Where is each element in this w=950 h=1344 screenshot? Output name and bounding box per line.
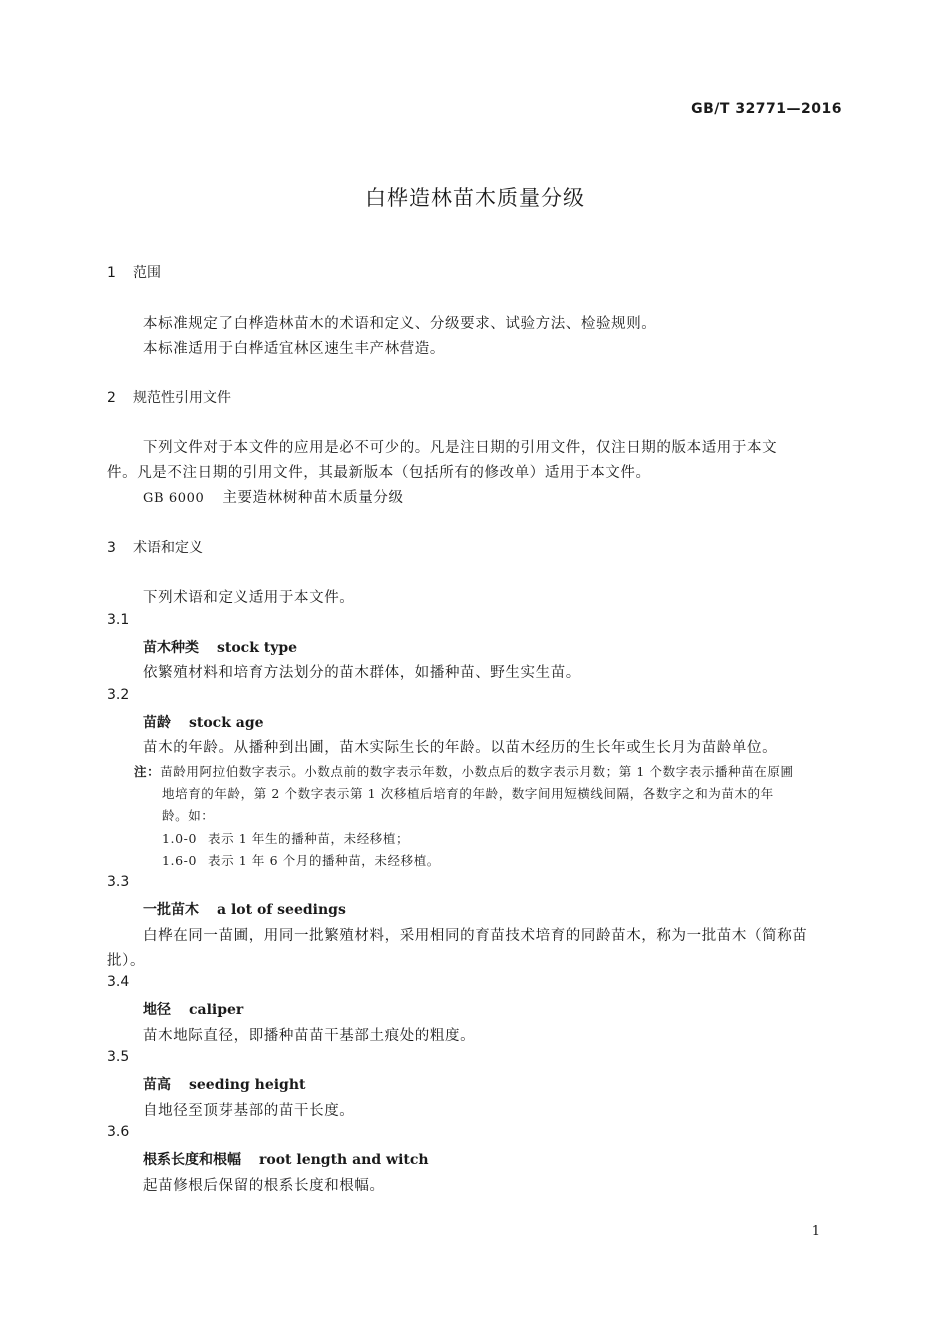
example-text: 表示 1 年生的播种苗，未经移植； (208, 831, 410, 846)
scope-paragraph-1: 本标准规定了白桦造林苗木的术语和定义、分级要求、试验方法、检验规则。 (143, 316, 657, 332)
page-number: 1 (811, 1224, 820, 1239)
term-name (143, 637, 297, 657)
term-definition: 依繁殖材料和培育方法划分的苗木群体，如播种苗、野生实生苗。 (143, 665, 581, 681)
term-name-en: caliper (189, 1002, 244, 1018)
term-name-en: a lot of seedings (217, 902, 346, 918)
term-number: 3.4 (107, 974, 130, 990)
section-title: 范围 (133, 265, 161, 281)
term-definition: 苗木的年龄。从播种到出圃，苗木实际生长的年龄。以苗木经历的生长年或生长月为苗龄单位。 (143, 740, 778, 756)
term-number: 3.1 (107, 612, 130, 628)
refs-paragraph-line-2: 件。凡是不注日期的引用文件，其最新版本（包括所有的修改单）适用于本文件。 (107, 465, 651, 481)
term-definition: 苗木地际直径，即播种苗苗干基部土痕处的粗度。 (143, 1028, 476, 1044)
term-name (143, 1149, 429, 1169)
term-definition: 起苗修根后保留的根系长度和根幅。 (143, 1178, 385, 1194)
term-name-en: seeding height (189, 1077, 306, 1093)
term-name-en: stock type (217, 640, 298, 656)
note-example-2 (162, 851, 440, 869)
term-number: 3.6 (107, 1124, 130, 1140)
term-number: 3.5 (107, 1049, 130, 1065)
term-definition: 自地径至顶芽基部的苗干长度。 (143, 1103, 355, 1119)
term-name-zh: 根系长度和根幅 (143, 1152, 241, 1168)
refs-paragraph-line-1: 下列文件对于本文件的应用是必不可少的。凡是注日期的引用文件，仅注日期的版本适用于本文 (143, 440, 778, 456)
term-name (143, 999, 243, 1019)
term-name (143, 712, 264, 732)
example-text: 表示 1 年 6 个月的播种苗，未经移植。 (208, 853, 440, 868)
section-number: 2 (107, 390, 116, 406)
standard-number: GB/T 32771—2016 (691, 101, 842, 117)
term-name-zh: 苗龄 (143, 715, 171, 731)
term-definition-line-1: 白桦在同一苗圃，用同一批繁殖材料，采用相同的育苗技术培育的同龄苗木，称为一批苗木（简称苗 (143, 928, 808, 944)
term-name (143, 1074, 305, 1094)
note-label: 注： (134, 764, 161, 779)
term-name-zh: 苗高 (143, 1077, 171, 1093)
reference-code: GB 6000 (143, 491, 205, 506)
section-heading-1 (107, 262, 161, 282)
term-name-zh: 一批苗木 (143, 902, 199, 918)
section-heading-3 (107, 537, 203, 557)
note-line-2: 地培育的年龄，第 2 个数字表示第 1 次移植后培育的年龄，数字间用短横线间隔，各数字之和为苗木的年 (162, 786, 774, 801)
term-definition-line-2: 批）。 (107, 953, 146, 969)
term-name-zh: 苗木种类 (143, 640, 199, 656)
term-name-en: root length and witch (259, 1152, 429, 1168)
term-name-en: stock age (189, 715, 264, 731)
terms-intro: 下列术语和定义适用于本文件。 (143, 590, 355, 606)
section-number: 1 (107, 265, 116, 281)
section-number: 3 (107, 540, 116, 556)
note-example-1 (162, 829, 409, 847)
example-code: 1.6-0 (162, 853, 198, 868)
term-number: 3.3 (107, 874, 130, 890)
scope-paragraph-2: 本标准适用于白桦适宜林区速生丰产林营造。 (143, 341, 445, 357)
reference-title: 主要造林树种苗木质量分级 (222, 490, 404, 506)
note-text: 苗龄用阿拉伯数字表示。小数点前的数字表示年数，小数点后的数字表示月数；第 1 个数字表示播种苗在原圃 (160, 764, 794, 779)
section-heading-2 (107, 387, 231, 407)
normative-reference (143, 486, 404, 507)
example-code: 1.0-0 (162, 831, 198, 846)
note-line-3: 龄。如： (162, 808, 215, 823)
section-title: 术语和定义 (133, 540, 203, 556)
term-number: 3.2 (107, 687, 130, 703)
term-name-zh: 地径 (143, 1002, 171, 1018)
section-title: 规范性引用文件 (133, 390, 231, 406)
note-line-1 (134, 762, 794, 780)
term-name (143, 899, 346, 919)
document-title: 白桦造林苗木质量分级 (365, 186, 585, 210)
